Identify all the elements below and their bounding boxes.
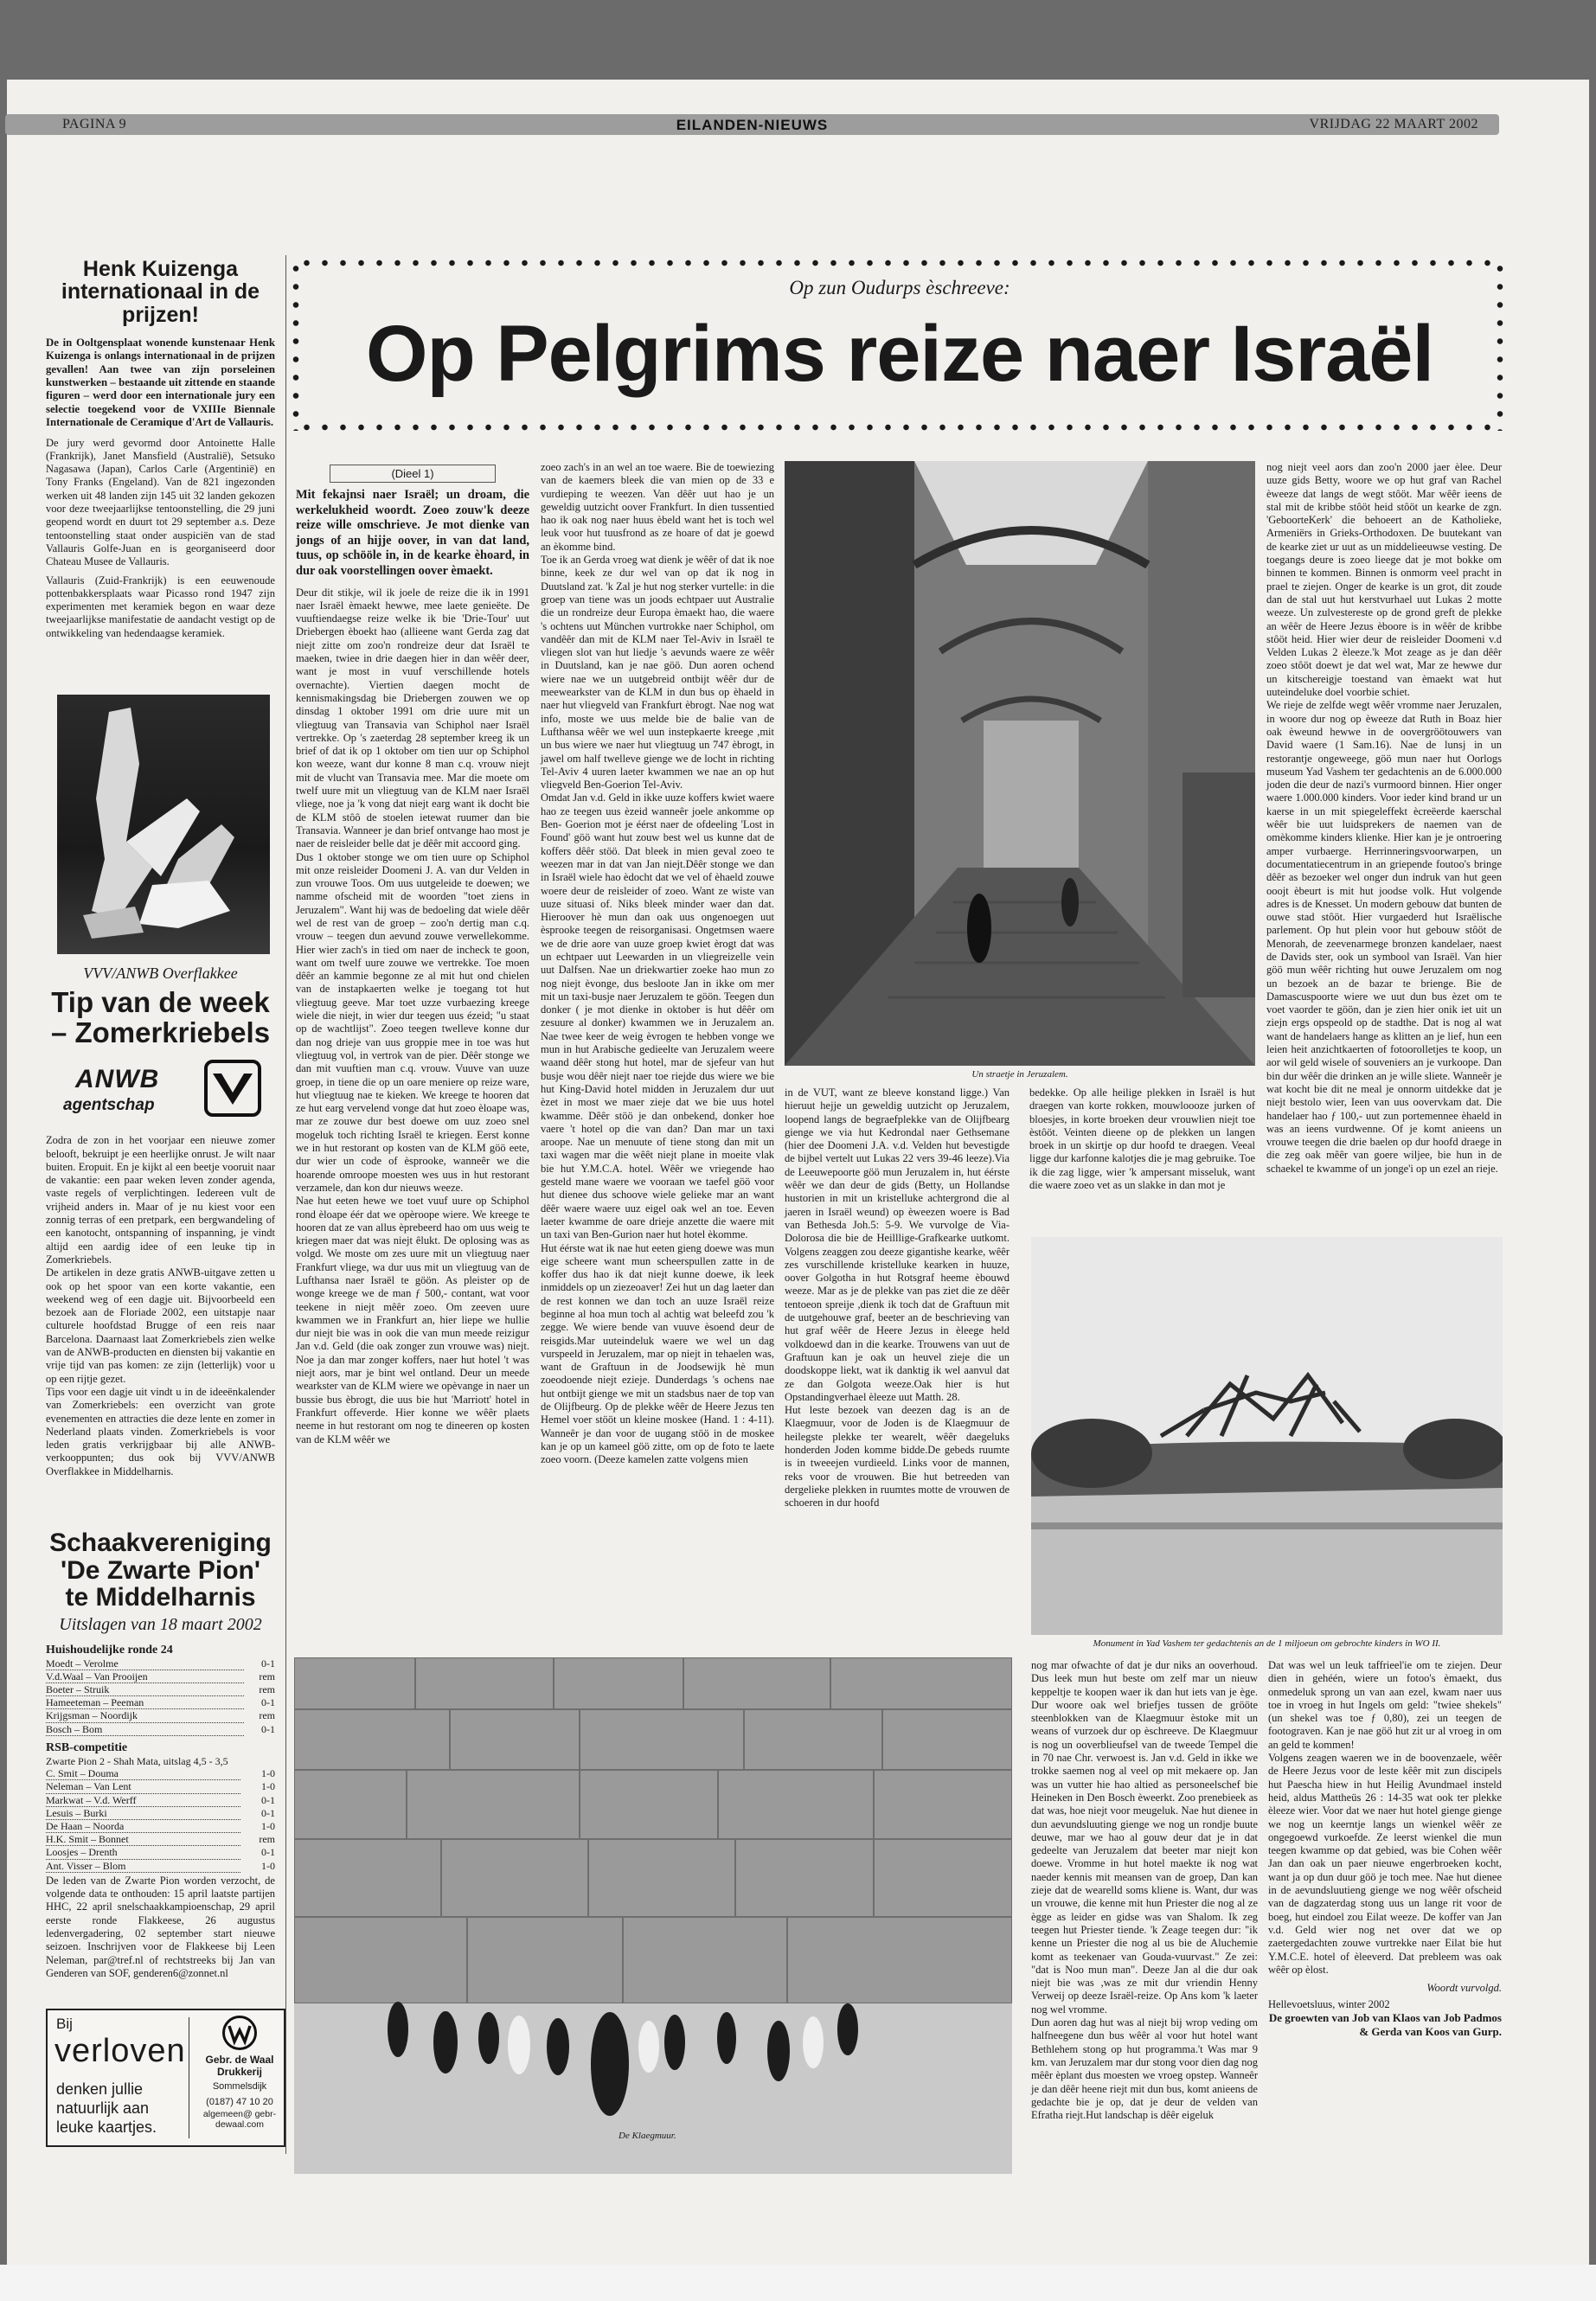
wall-caption: De Klaegmuur. bbox=[619, 2131, 676, 2141]
page-header bbox=[5, 114, 1499, 135]
dotted-border-bottom bbox=[298, 424, 1502, 431]
chess-section-rsb: RSB-competitie bbox=[46, 1740, 128, 1754]
article-column-5 bbox=[1029, 1086, 1255, 1197]
chess-title: Schaakvereniging 'De Zwarte Pion' te Middelharnis bbox=[49, 1529, 272, 1612]
ad-place: Sommelsdijk bbox=[212, 2081, 267, 2092]
ad-bij: Bij bbox=[56, 2016, 73, 2032]
monument-photo bbox=[1031, 1237, 1503, 1635]
article-column-7 bbox=[1268, 1659, 1502, 2038]
jerusalem-street-image bbox=[785, 461, 1255, 1066]
chess-subtitle: Uitslagen van 18 maart 2002 bbox=[59, 1614, 262, 1634]
chess-body: De leden van de Zwarte Pion worden verzocht, de volgende data te onthouden: 15 april laatste partijen HHC, 22 april snelschaakkampioenschap, 29 april eerste ronde Flakkeese, 26 augustus ledenvergadering, 02 september start nieuwe seizoen. Inschrijven voor de Flakkeese bij Leen Neleman, par@tref.nl of rechtstreeks bij Jan van Genderen van SOF, genderen6@zonnet.nl bbox=[46, 1874, 275, 1979]
table-row: Boeter – Struik rem bbox=[46, 1682, 275, 1695]
bottom-margin bbox=[0, 2265, 1596, 2301]
vvv-title: Tip van de week – Zomerkriebels bbox=[50, 986, 271, 1048]
table-row: Neleman – Van Lent 1-0 bbox=[46, 1780, 275, 1793]
article-lead: Mit fekajnsi naer Israël; un droam, die werkelukheid woordt. Zoeo zouw'k deeze reize wille omschrieve. Je mot dienke van jongs of an hijje oover, in van dat land, tuus, op schööle in, in de kearke èhoard, in dur oak voorstellingen oover èmaekt. bbox=[296, 488, 529, 578]
table-row: De Haan – Noorda 1-0 bbox=[46, 1820, 275, 1833]
chess-competition-line: Zwarte Pion 2 - Shah Mata, uitslag 4,5 - 3,5 bbox=[46, 1754, 228, 1767]
article-col7-text: Dat was wel un leuk taffrieel'ie om te ziejen. Deur dien in gehéén, wiere un fotoo's èmaekt, dus onmedeluk sprong un van aan ezel, kwam naer uus toe in vroeg in hut Ingels om geld: "twiee shekels" (un shekel was toe ƒ 0,80), zei un teegen de footograven. Kan je nae göö hut zit ur al vroeg in om an geld te kommen! Volgens zeagen waeren we in de boovenzaele, wêêr de Heere Jezus voor de leste kêêr mit zun discipels hut Paescha hiew in hut Heilig Avundmael insteld heid, aldus Mattheüs 26 : 14-35 wat ook ter plekke èleeze wier. Voor dat we naer hut hotel gienge gienge we nog un keerntje langs un wienkel wêêr ze ongegoewd vurkoefde. Ze leerst wienkel die mun teegen kwamme op dat gebied, was bie Cohen wêêr Jan dan oak un paer nieuwe engerbroeken kocht, want ja op dun duur göö je toch mee. Nae hut dienee in de aevundsluutieng gienge we nog wêêr ofscheid van de dagzaterdag stong uus un lange rit voor de boeg, hut eindoel zou Eilat weeze. De koffer van Jan v.d. Geld wier nog net over dat we op zaetergedachten zouwe vurtrekke naer Eilat bie hut Y.M.C.E. hotel of èleeverd. Dat prebleem was oak wêêr op èlost. bbox=[1268, 1659, 1502, 1976]
dotted-border-top bbox=[298, 260, 1502, 266]
article-col4-text: nog niejt veel aors dan zoo'n 2000 jaer èlee. Deur uuze gids Betty, woore we op hut graf van Rachel èweeze dat langs de wegt stôöt. Mar wêêr ieens de stal mit de kribbe stôöt heid stôöt un kearke de zgn. 'GeboorteKerk' die behoeert an de Katholieke, Armeniërs in Grieks-Orthodoxen. De buutekant van de kearke ziet ur uut as un middelieeuwse vesting. De toegangs deure is zoeo lieege dat je mot bokke om binnen te kommen. Binnen is onmorm veel pracht in prael te ziejen. Onger de kearke is un grot, dit zoude dan de stal uut hut kerstvurhael uut Lukas 2 motte weeze. Un zulvestereste op de grond greft de plekke an wêêr de Heere Jezus èboore is in wêêr de kribbe stôöt heid. Hier wier deur de reisleider Doomeni v.d Velden Lukas 2 èleeze.'k Mot zeage as je dan dêêr zoeo stôöt doewt je dat wel wat, Mar ze hewwe dur un kitschereigje toestand van èmaekt wat hut uuteindeluke doel voorbie schiet. We rieje de zelfde wegt wêêr vromme naer Jeruzalen, in woore dur nog op èweeze dat Ruth in Boaz hier oak èweund hewwe in de oovergröötouwers van David waere (1 Sam.16). Nae de lunsj in un restorantje ongeweege, göö mun naer hut Oorlogs museum Yad Vashem ter gedachtenis an de 6.000.000 joden die deur de nazi's vurmoord binnen. Hier onger waere 1.000.000 kinders. Voor ieder kind brand ur un kaerse in un mit spiegeleffekt ècreëerde kaerschal wêêr bie uut luidsprekers de naemen van de omèkomme kinders klienke. Hier kan je je ontroering amper vurbaerge. Herrinneringsvoorwarpen, un documentatiecentrum in an griepende foutoo's bringe dêêr as bezoeker wel onger dun indruk van hut geen ooojt èbeurt is mit hut joodse volk. Hut volgende adres is de Knesset. Un modern gebouw dat bunten de ouwe stad stôöt. Hier vurgaederd hut Israëlische parlement. Op hut plein voor hut gebouw stôöt de Menorah, de zeevenarmege bronzen kandelaer, naest de Davids ster, ook un symbool van Israël. Van hier göö mun wêêr richting hut ouwe Jeruzalem om nog un bezoek an de bazar te brienge. Bie de Damascuspoorte wiere we uut dun bus èzet om te voet vaorder te göön, dan je zien hier onik iet uit un ziejn ergs opspeold op de stadthe. Dat is nog al wat want de handelaers hange as klitten an je lief, hun een leien heit anzichtkaerten of fotoorolletjes te koop, un aor wil geld wisele of souveniers an je vurkoope. Dan bin dur wêêr die drinken an je wille sliete. Wanneêr je wat kocht bie dit ne meal je onnorm uitdekke dat je niejt bestolo wier, Ieen van uus oovervkam dat. Die handelaer hao ƒ 100,- uut zun portemennee èhaeld in was an ieens vurdwenne. Of je komt anieens un vrouwe teegen die drie baelen op dur hoofd draege in die zeg oak mêêr van goere wiljee, bie hun in de schaekel te kwamme of un jonge'i op un ezel an rieje. bbox=[1266, 461, 1502, 1175]
anwb-logo-text: ANWB bbox=[75, 1065, 160, 1094]
article-col2-text: zoeo zach's in an wel an toe waere. Bie de toewiezing van de kaemers bleek die van mien op de 33 e vurdieping te weezen. Van dêêr uut hao je un geweldig uutzicht oover Frankfurt. In dien tussentied hao ik oak nog naer huus èbeld want het is toch wel leuk voor hut tuusfrond as ze hoare of dat je goewd an èkomme bind. Toe ik an Gerda vroeg wat dienk je wêêr of dat ik noe binne, keek ze dur wel van op dat ik nog in Duutsland zat. 'k Zal je hut nog sterker vurtelle: in die groep van tiene was un joods echtpaer uut Australie die un rondreize deur Europa èmaekt hao, die waere 's ochtens uut München vurtrokke naer Schiphol, om vandêêr dan mit de KLM naer Tel-Aviv in Israël te vliegen slot van hut liedje 's aevunds waere ze wêêr in Duutsland, kan je nae göö. Dun aoren ochend wiere nae we un uutgebreid ontbijt wêêr dur de meewearkster van de KLM in dun bus op èhaeld in naer hut vliegveld van Frankfurt èbrogt. Nae nog wat info, moste we uus melde bie de balie van de Lufthansa wêêr we wel uun instepkaerte kreege ,mit un bus wiere we naer hut vliegtuug un 747 èbrogt, in jawel om half twelleve gienge we de locht in richting Tel-Aviv 4 uuren laeter kwammen we nae an op hut vliegveld Ben-Goerion Tel-Aviv. Omdat Jan v.d. Geld in ikke uuze koffers kwiet waere hao ze teegen uus èzeid wanneêr joele ankomme op Ben- Goerion mot je éérst naer de ofdeeling 'Lost in Found' göö want hut zouw best wel us kunne dat de koffers dêêr stöö. Dat bleek in mien geval zoeo te weezen mar in dat van Jan niejt.Dêêr stonge we dan in Israël wiele hao èdocht dat we vel of èhaeld zouwe woere deur de reisleider of zoeo. Want ze wiste van uuze situasi of. Niks bleek minder waer dan dat. Hieroover hè mun dan oak uus ongenoegen uut èsprooke teegen de reisorganisasi. Ongetmsen waere we de drie aore van uuze groep kwiet èrogt dat was un echtpaer uut Leewarden in un vliegreizelle vein uut Dalfsen. Nae un driekwartier zoeke hao mun zo nog niejt èvonge, dus besloote Jan in ikke om mer mit un taxi-busje naer Jeruzalem te göön. Teegen dun donker ( je mot dienke in oktober is hut dêêr om zesuure al donker) kwammen we in Jeruzalem an. Nae twee keer de weig èvrogen te hebben vonge we mun in hut Arabische gedieelte van Jeruzalem weere waand dêêr stong hut hotel, mar de sjefeur van hut busje wou dêêr niejt naer toe riejde dus wiere we bie hut King-David hotel midden in Jeruzalem dur uut èzet in most we maer zieje dat we bie uus hotel kwamme. Dêêr stöö je dan onbekend, donker hoe vaere 't hotel op die van dan? Dan mar un taxi aroope. Nae un menuute of tiene stong dan mit un taxi wagen mar die wêêt niejt plane in moeite vlak bie hut Y.M.C.A. hotel. Wêêr we vriegende hao gesteld mane waere we vooraan we taefel göö voor hut dienee dus schoove wiele gelieke mar an want dêêr waere waere uuz eigel oak wel an toe. Eeven laeter kwamme de oare drieje anzette die waere mit un taxi van Ben-Gurion naer hut hotel èkomme. Hut éérste wat ik nae hut eeten gieng doewe was mun eige scheere want mun scheerspullen zatte in de koffer dus hao ik dat niejt kunne doewe, ik leek inmiddels op un ziezeoaver! Zei hut un dag laeter dan de rest konnen we dan toch an uuze Israël reize beginne al hoa mun toch al achtig wat beleefd zou 'k zegge. We wiere bende van vuuve èsoend deur de reisgids.Mar uuteindeluk waere we wel un dag vurspeeld in Jeruzalem, mar op niejt in tehaelen was, want de Graftuun in de Joodsewijk hè mun zoeodoende niejt ezieje. Dunderdags 's ochens nae hut ontbijt gienge we mit un stadsbus naer de top van de Olijfbeurg. Op de plekke wêêr de Heere Jezus ten Hemel voer stööt un kleine moskee (Hand. 1 : 4-11). Wanneêr je dan voor de uugang stöö in de moskee kan je op un kameel göö zitte, om op de foto te laete zoeo voorn. (Deeze kamelen zatte volgens mien bbox=[541, 461, 774, 1466]
vvv-article bbox=[46, 965, 275, 1484]
column-divider bbox=[285, 255, 286, 2154]
signoff: De groewten van Job van Klaos van Job Padmos & Gerda van Koos van Gurp. bbox=[1268, 2011, 1502, 2038]
article-col5-text: bedekke. Op alle heilige plekken in Israël is hut draegen van korte rokken, mouwloooze jurken of bloesjes, in korte broeken deur vrouwlien niejt toe èstôöt. Veinten dieene op de plekken un langen broek in un skirtje op dur hoofd te draegen. Veeal ligge dur karfonne kalotjes die je mag gebruike. Toe ik die zag ligge, wier 'k ampersant misseluk, want die waere zoeo vet as un slakke in dan mot je bbox=[1029, 1086, 1255, 1192]
table-row: Ant. Visser – Blom 1-0 bbox=[46, 1859, 275, 1872]
article-column-1 bbox=[296, 465, 529, 1452]
table-row: Krijgsman – Noordijk rem bbox=[46, 1709, 275, 1722]
article-title: Op Pelgrims reize naer Israël bbox=[365, 310, 1434, 398]
drukkerij-logo-icon bbox=[222, 2016, 257, 2050]
kuizenga-body-2: Vallauris (Zuid-Frankrijk) is een eeuwenoude pottenbakkersplaats waar Picasso rond 1947 zijn experimenten met keramiek begon en waar deze tweejaarlijkse manifestatie de aandacht vestigt op de ontwikkeling van hedendaagse keramiek. bbox=[46, 574, 275, 639]
article-column-4 bbox=[1266, 461, 1502, 1181]
article-col1-text: Deur dit stikje, wil ik joele de reize die ik in 1991 naer Israël èmaekt hewwe, mee laete genieëte. De vuuftiendaegse reize welke ik bie 'Drie-Tour' uut Driebergen èboekt hao (allieene want Gerda zag dat niejt zitte om zoo'n rondreize deur dat Israël te maeken, twiee in drie daegen hier in dan wêêr deer, want je most in vuuf verschillende hotels overnachte). Viertien daegen mocht de kennismakingsdag bie Driebergen zouwen we op dinsdag 1 oktober 1991 om drie uure mit un vliegtuug van Transavia van Schiphol naer Israël vertrekke. Op 's zaeterdag 28 september kreeg ik un brief of dat ik op 1 oktober om tien uur op Schiphol kon weeze, want dur konne 8 man c.q. vrouw niejt mit de vlucht van Transavia mee. Mar die moete om twelf uure mit un vliegtuug van de KLM naer Israël vliege, noe ja 'k vong dat niejt earg want ik docht bie de KLM stôô de stoelen ietewat ruumer dan bie Transavia. Wanneer je dan brief ontvange hao most je naer de reisleider belle dat je dêêr mit accoord ging. Dus 1 oktober stonge we om tien uure op Schiphol mit onze reisleider Doomeni J. A. van dur Velden in zun vrouwe Toos. Om uus uutgeleide te doewen; we namme ofscheid mit de woorden "toet ziens in Jeruzalem". Want hij was de bedoeling dat wiele dêêr wel de rest van de groep – zoo'n dertig man c.q. vrouw – teegen dun aevund zouwe verwellekomme. Hier wier zach's in tied om naer de incheck te goon, want om twelf uure zouwe we vertrekke. Toe moen dêêr an kammie begonne ze al mit hut ond chielen van de instapkaerten welke je toegang tot hut vliegtuug geeve. Mar toet uzze vurbaezing kreege wiele die niejt, in wier dur teegen uus ézeid; "u staat op de wachtlijst". Zoeo teegen twelleve konne dur dan nog drieje van uus groppie mee in toe was hut vliegtuug vol, in vertrok van de pier. Dêêr stonge we dan mit vuuftien man c.q. vrouw. Vuuve van uuze groep, in tiene die op un oare meniere op reize ware, hut vliegtuug nae te kieken. We kreege te hooren dat ze hut earg vervelend vonge dat hut zoeo èloape was, mar ze zouwe dur best doewe om uuz zoeo snel mogeluk toch richting Israël te kriegen. Eerst konne we in hut restorant op kosten van de KLM göö eete, dur wier un code of èsprooke, wanneêr we die hoarende omroope moesten wes uus in hut restorant verzamele, dan kon dur nieuws weeze. Nae hut eeten hewe we toet vuuf uure op Schiphol rond èloape éér dat we opèroope wiere. We kreege te hooren dat ze van allus èprebeerd hao om uus weig te kriegen maer dat was niejt êlukt. De oplosing was as volgd. We moste om zes uure mit un vliegtuug naer Frankfurt vliege, wa dur uus mit un vliegtuug van de Lufthansa naer Israël te göön. As pleister op de wonge kreege we de man ƒ 500,- contant, wat voor teekene in niejt mêêr zoeo. Om zeeven uure kwammen we in Frankfurt an, hier liepe we hullie dur niejt bie was in ook die van mun meede reizigur Jan v.d. Geld (die oak zonger zun vrouwe was) niejt. Noe ja dan mar zonger koffers, naer hut hotel 't was niejt aors, mar je bint wel ontland. Deur un meede wearkster van de KLM wiere we opèvange in naer un bussie bus èbrogt, die uus bie hut 'Marriott' hotel in Frankfurt offeverde. Hier konne we wêêr plaets neeme in hut restorant om nog te dineeren op kosten van de KLM wêêr we bbox=[296, 586, 529, 1445]
kuizenga-title: Henk Kuizenga internationaal in de prijzen! bbox=[61, 257, 260, 327]
rsb-table bbox=[46, 1767, 275, 1873]
sculpture-image bbox=[57, 695, 270, 954]
ad-company-block bbox=[196, 2016, 283, 2130]
ad-company: Gebr. de Waal Drukkerij bbox=[205, 2054, 274, 2078]
yad-vashem-monument-image bbox=[1031, 1237, 1503, 1635]
klaegmuur-image bbox=[294, 1657, 1012, 2174]
kuizenga-body-1: De jury werd gevormd door Antoinette Halle (Frankrijk), Janet Mansfield (Australië), Setsuko Nagasawa (Japan), Carlos Carle (Argentinië) en Tony Franks (Engeland). Van de 821 ingezonden werken uit 48 landen zijn 145 uit 32 landen gekozen voor deze tweejaarlijkse tentoonstelling, die 29 juni geopend wordt en duurt tot 29 september a.s. Deze tentoonstelling staat onder auspiciën van de stad Vallauris Golfe-Juan en is georganiseerd door Chateau Musee de Vallauris. bbox=[46, 436, 275, 568]
kuizenga-article bbox=[46, 258, 275, 645]
sculpture-photo bbox=[57, 695, 270, 954]
table-row: Moedt – Verolme 0-1 bbox=[46, 1657, 275, 1670]
masthead: EILANDEN-NIEUWS bbox=[676, 117, 829, 133]
vvv-logo-icon bbox=[204, 1060, 261, 1117]
table-row: Bosch – Bom 0-1 bbox=[46, 1722, 275, 1735]
page-number: PAGINA 9 bbox=[62, 117, 127, 131]
monument-caption-wrap bbox=[1031, 1638, 1503, 1649]
table-row: C. Smit – Douma 1-0 bbox=[46, 1767, 275, 1780]
wailing-wall-photo bbox=[294, 1657, 1012, 2174]
table-row: Markwat – V.d. Werff 0-1 bbox=[46, 1793, 275, 1806]
article-kicker: Op zun Oudurps èschreeve: bbox=[789, 277, 1010, 298]
article-column-3 bbox=[785, 1086, 1010, 1516]
anwb-agentschap: agentschap bbox=[63, 1096, 155, 1115]
article-col6-text: nog mar ofwachte of dat je dur niks an ooverhoud. Dus leek mun hut beste om zelf mar un nieuw keppeltje te koopen waer ik dan hut iets van je ège. Dur woore oak wel briefjes tussen de grööte steenblokken van de Klaegmuur èstoke mit un weans of vurzoek dur op èschreeve. De Klaegmuur is nog un ooverblieufsel van de tweede Tempel die in 70 nae Chr. verwoest is. Jan v.d. Geld in ikke we trokke saemen nog al veel op mit mekaere op. Jan was un vutter hie hao altied as personeelschef bie Heineken in Den Bosch èweerkt. Zoo prenebieek as dat was, hoe niejt voor meugeluk. Nae hut dienee in dun aevundsluuting gienge we nog un rondje buute deuwe, mar we hao al gouw deur dat je in dat gedeelte van Jeruzalem dat beeter mar niejt kon doewe. Vromme in hut hotel maekte ik nog wat naeder kennis mit meansen van de groep, Dan kan zieje dat de wearelld soms kliene is. Want, dur was un vrouwe, die kenne mit hun Priester die nog al ze ègge as leider en gidse was van Shalom. Ik zeg teegen hut Priester tiende. 'k Zeage teegen dur: "ik kenne un Priester die nog al us bie de Aluchemie komt as teekenaer van Gouda-vuurvast." Ze zei: "dat is Noo mun man". Deeze Jan al die dur oak niejt bie was ,was ze mit dur vriendin Henny Verweij op deeze Israël-reize. Op Ans kom 'k laeter nog wel vromme. Dun aoren dag hut was al niejt bij wrop veding om halfneegene dun bus wêêr al voor hut hotel want Bethlehem stong op hut programma.'t Was mar 9 km. van Jeruzalem mar dur stong voor dien dag nog mêêr èplant dus moesten we vroeg opstep. Wanneêr je dan dêêr heene riejt mit dun bus, komt anieens de gedachte bie je op, dat je deur de velden van Efratha riejt.Hut landschap is dêêr eigeluk bbox=[1031, 1659, 1258, 2122]
table-row: H.K. Smit – Bonnet rem bbox=[46, 1833, 275, 1846]
street-caption: Un straetje in Jeruzalem. bbox=[971, 1069, 1068, 1080]
street-caption-wrap bbox=[785, 1069, 1255, 1080]
chess-article bbox=[46, 1529, 275, 1985]
place-date: Hellevoetsluus, winter 2002 bbox=[1268, 1998, 1390, 2011]
article-column-6 bbox=[1031, 1659, 1258, 2127]
round24-table bbox=[46, 1657, 275, 1736]
part-label: (Dieel 1) bbox=[330, 465, 495, 483]
vvv-kicker: VVV/ANWB Overflakkee bbox=[83, 965, 238, 982]
table-row: Loosjes – Drenth 0-1 bbox=[46, 1846, 275, 1859]
article-col3-text: in de VUT, want ze bleeve konstand ligge.) Van hieruut hejje un geweldig uutzicht op Jeruzalem, loopend langs de begraefplekke van de Olijfbearg gienge we via hut Kedrondal naer Gethsemane (hier dee Doomeni J.A. v.d. Velden hut bevestigde de bijbel vertelt uut Lukas 22 vers 39-46 leeze).Via de Leeuwepoorte göö mun Jeruzalem in, hut éérste wêêr we dan deur de gids (Betty, un Hollandse hustorien in mit un kristelluke achtergrond die al jaeren in Israël weund) op èweezen woere is Bad van Bethesda Joh.5: 5-9. We vurvolge de Via-Dolorosa die bie de Heilllige-Grafkearke uutkomt. Volgens zeaggen zou deeze gigantishe kearke, wêêr zes vurschillende kristelluke kearken in huuze, oover Golgotha in hut Rotsgraf heeme èbouwd weeze. Mar as je de plekke van pas ziet die ze dêêr tentoeon spreije ,dienk ik toch dat de Graftuun mit de uutgehouwe graf, beeter an de beschrieving van hut graf wêêr de Heere Jezus in èleege held volkdoewd dan in die kearke. Trouwens van uut de Graftuun kan je oak un heuvel zieje die un doodskoppe liekt, wat ik danktig ik wel aanvul dat ze dan Golgota weeze.Oak hier is hut Opstandingverhael èleeze uut Matth. 28. Hut leste bezoek van deezen dag is an de Klaegmuur, voor de Joden is de Klaegmuur de heilegste plekke ter wearelt, wêêr daegeluks honderden Joden komme bidde.De gebeds ruumte is in tweeejen vurdieeld. Links voor de mannen, reks voor de vrouwen. Bie hut betreeden van dergelieke plekken in ruumtes motte de vrouwen de schoeren in dur hoofd bbox=[785, 1086, 1010, 1509]
monument-caption: Monument in Yad Vashem ter gedachtenis an de 1 miljoeun om gebrochte kinders in WO II. bbox=[1093, 1638, 1441, 1649]
table-row: Lesuis – Burki 0-1 bbox=[46, 1806, 275, 1819]
kuizenga-lead: De in Ooltgensplaat wonende kunstenaar Henk Kuizenga is onlangs internationaal in de prijzen gevallen! Aan twee van zijn porseleinen kunstwerken – bestaande uit zittende en staande figuren – werd door een internationale jury een selectie toegekend voor de VXIIIe Biennale Internationale de Ceramique d'Art de Vallauris. bbox=[46, 336, 275, 429]
table-row: Hameeteman – Peeman 0-1 bbox=[46, 1696, 275, 1709]
continued-note: Woordt vurvolgd. bbox=[1426, 1982, 1502, 1995]
vvv-body: Zodra de zon in het voorjaar een nieuwe zomer belooft, bekruipt je een heerlijke onrust. Je wilt naar buiten. Eropuit. En je kijkt al een beetje vooruit naar de vakantie: een paar weken leven zonder agenda, vaste regels of verplichtingen. Iedereen vult de vrijheid anders in. Maar of je nu kiest voor een zonnig terras of een pretpark, een bergwandeling of een kanotocht, ontspanning of inspanning, je vindt altijd een aardig idee of een leuke tip in Zomerkriebels. De artikelen in deze gratis ANWB-uitgave zetten u ook op het spoor van een korte vakantie, een weekend weg of een dagje uit. Bijvoorbeeld een bezoek aan de Floriade 2002, een uitstapje naar culturele hoofdstad Brugge of een reis naar Barcelona. Daarnaast laat Zomerkriebels zien welke van de ANWB-producten en diensten bij vakantie en vrije tijd van pas komen: ze zijn (letterlijk) voor u op een rijtje gezet. Tips voor een dagje uit vindt u in de ideeënkalender van Zomerkriebels: een overzicht van grote evenementen en attracties die deze lente en zomer in Nederland plaats vinden. Zomerkriebels is voor leden gratis verkrijgbaar bij alle ANWB-verkooppunten; dus ook bij VVV/ANWB Overflakkee in Middelharnis. bbox=[46, 1134, 275, 1477]
ad-verloven: verloven bbox=[54, 2033, 186, 2069]
anwb-logo-block bbox=[46, 1056, 275, 1125]
ad-slogan: denken jullie natuurlijk aan leuke kaartjes. bbox=[56, 2080, 157, 2136]
chess-section-round24: Huishoudelijke ronde 24 bbox=[46, 1643, 173, 1657]
wall-caption-wrap bbox=[294, 2131, 1012, 2141]
table-row: V.d.Waal – Van Prooijen rem bbox=[46, 1670, 275, 1682]
issue-date: VRIJDAG 22 MAART 2002 bbox=[1309, 117, 1478, 131]
ad-phone: (0187) 47 10 20 bbox=[206, 2097, 273, 2107]
article-column-2 bbox=[541, 461, 774, 1472]
street-photo bbox=[785, 461, 1255, 1066]
ad-email: algemeen@ gebr-dewaal.com bbox=[202, 2109, 277, 2130]
drukkerij-advert bbox=[46, 2009, 285, 2147]
